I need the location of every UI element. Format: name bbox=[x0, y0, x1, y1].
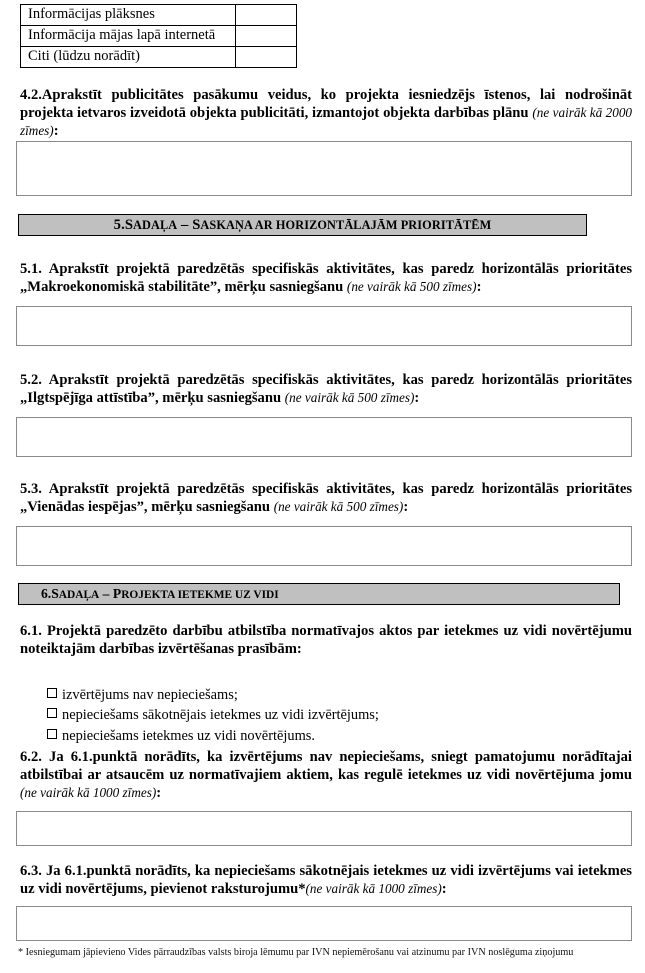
question-4-2-colon: : bbox=[53, 122, 59, 139]
question-5-2-number: 5.2. bbox=[20, 372, 42, 388]
question-6-2-text: Ja 6.1.punktā norādīts, ka izvērtējums nav nepieciešams, sniegt pamatojumu norādītajai atbilstībai ar atsaucēm uz normatīvajiem aktiem, kas regulē ietekmes uz vidi novērtējuma jomu bbox=[20, 749, 632, 783]
answer-box-4-2[interactable] bbox=[16, 141, 632, 196]
question-6-2-hint: (ne vairāk kā 1000 zīmes) bbox=[20, 784, 157, 800]
section-header-5 bbox=[18, 214, 587, 236]
question-4-2-text: Aprakstīt publicitātes pasākumu veidus, ko projekta iesniedzējs īstenos, lai nodrošināt projekta ietvaros izveidotā objekta publicitāti, izmantojot objekta darbības plānu bbox=[20, 87, 632, 121]
option-label: izvērtējums nav nepieciešams; bbox=[62, 687, 238, 703]
section-header-5-title-rest: ASKAŅA AR HORIZONTĀLAJĀM PRIORITĀTĒM bbox=[200, 218, 492, 232]
question-5-3 bbox=[20, 481, 632, 517]
question-5-2-text: Aprakstīt projektā paredzētās specifiskās aktivitātes, kas paredz horizontālās prioritātes „Ilgtspējīga attīstība”, mērķu sasniegšanu bbox=[20, 372, 632, 406]
footnote bbox=[18, 946, 632, 960]
option-row-sakotnejais-izvertejums[interactable] bbox=[47, 705, 547, 725]
question-4-2-hint: (ne vairāk kā 2000 zīmes) bbox=[20, 104, 633, 138]
table-cell-label: Citi (lūdzu norādīt) bbox=[21, 47, 236, 68]
question-5-1-text: Aprakstīt projektā paredzētās specifiskās aktivitātes, kas paredz horizontālās prioritātes „Makroekonomiskā stabilitāte”, mērķu sasniegšanu bbox=[20, 261, 632, 295]
question-6-1 bbox=[20, 623, 632, 659]
question-4-2-number: 4.2. bbox=[20, 87, 42, 103]
table-row bbox=[21, 26, 297, 47]
section-header-5-rest: ADAĻA bbox=[133, 218, 178, 232]
section-header-5-prefix: 5.S bbox=[113, 217, 134, 233]
answer-box-5-1[interactable] bbox=[16, 306, 632, 346]
question-5-2-colon: : bbox=[414, 389, 420, 406]
question-5-3-colon: : bbox=[403, 498, 409, 515]
table-cell-label: Informācija mājas lapā internetā bbox=[21, 26, 236, 47]
table-row bbox=[21, 5, 297, 26]
question-5-2-hint: (ne vairāk kā 500 zīmes) bbox=[284, 389, 415, 405]
question-6-3-hint: (ne vairāk kā 1000 zīmes) bbox=[305, 880, 442, 896]
question-5-1-number: 5.1. bbox=[20, 261, 42, 277]
section-header-5-dash: – bbox=[177, 217, 193, 233]
question-6-3-text: Ja 6.1.punktā norādīts, ka nepieciešams sākotnējais ietekmes uz vidi izvērtējums vai ietekmes uz vidi novērtējums, pievienot raksturojumu* bbox=[20, 863, 632, 897]
question-6-3 bbox=[20, 863, 632, 899]
table-cell-value[interactable] bbox=[236, 26, 297, 47]
section-header-6-title-first: P bbox=[112, 586, 122, 601]
footnote-marker: * bbox=[18, 947, 24, 958]
section-header-6-rest: ADAĻA bbox=[58, 589, 100, 601]
question-6-2 bbox=[20, 749, 632, 803]
checkbox-icon[interactable] bbox=[47, 729, 57, 739]
question-6-1-text: Projektā paredzēto darbību atbilstība normatīvajos aktos par ietekmes uz vidi novērtējumu noteiktajām darbības izvērtēšanas prasībām: bbox=[20, 623, 632, 657]
question-5-3-number: 5.3. bbox=[20, 481, 42, 497]
answer-box-5-2[interactable] bbox=[16, 417, 632, 457]
question-5-1-colon: : bbox=[476, 278, 482, 295]
table-cell-value[interactable] bbox=[236, 5, 297, 26]
question-5-2 bbox=[20, 372, 632, 408]
question-6-3-colon: : bbox=[441, 880, 447, 897]
question-6-1-number: 6.1. bbox=[20, 623, 42, 639]
checkbox-icon[interactable] bbox=[47, 708, 57, 718]
option-label: nepieciešams sākotnējais ietekmes uz vidi izvērtējums; bbox=[62, 707, 379, 724]
answer-box-5-3[interactable] bbox=[16, 526, 632, 566]
table-row bbox=[21, 47, 297, 68]
footnote-text: Iesniegumam jāpievieno Vides pārraudzības valsts biroja lēmumu par IVN nepiemērošanu vai atzinumu par IVN noslēguma ziņojumu bbox=[25, 947, 574, 958]
publicity-measures-table bbox=[20, 4, 297, 68]
answer-box-6-2[interactable] bbox=[16, 811, 632, 846]
question-4-2 bbox=[20, 87, 632, 141]
table-cell-value[interactable] bbox=[236, 47, 297, 68]
section-header-6-title-rest: ROJEKTA IETEKME UZ VIDI bbox=[121, 589, 279, 601]
option-label: nepieciešams ietekmes uz vidi novērtējums. bbox=[62, 727, 315, 744]
question-6-2-number: 6.2. bbox=[20, 749, 42, 765]
question-6-3-number: 6.3. bbox=[20, 863, 42, 879]
section-header-5-title-first: S bbox=[192, 217, 201, 233]
checkbox-icon[interactable] bbox=[47, 688, 57, 698]
question-6-1-options bbox=[47, 685, 547, 746]
question-5-1-hint: (ne vairāk kā 500 zīmes) bbox=[346, 278, 477, 294]
question-5-3-hint: (ne vairāk kā 500 zīmes) bbox=[273, 498, 404, 514]
answer-box-6-3[interactable] bbox=[16, 906, 632, 941]
section-header-6-dash: – bbox=[99, 586, 113, 601]
table-cell-label: Informācijas plāksnes bbox=[21, 5, 236, 26]
section-header-6-prefix: 6.S bbox=[41, 586, 59, 601]
question-6-2-colon: : bbox=[156, 784, 162, 801]
section-header-6 bbox=[18, 583, 620, 605]
option-row-izvertejums-nav-nepieciesams[interactable] bbox=[47, 685, 547, 705]
question-5-3-text: Aprakstīt projektā paredzētās specifiskās aktivitātes, kas paredz horizontālās prioritātes „Vienādas iespējas”, mērķu sasniegšanu bbox=[20, 481, 632, 515]
option-row-ietekmes-novertejums[interactable] bbox=[47, 726, 547, 746]
question-5-1 bbox=[20, 261, 632, 297]
